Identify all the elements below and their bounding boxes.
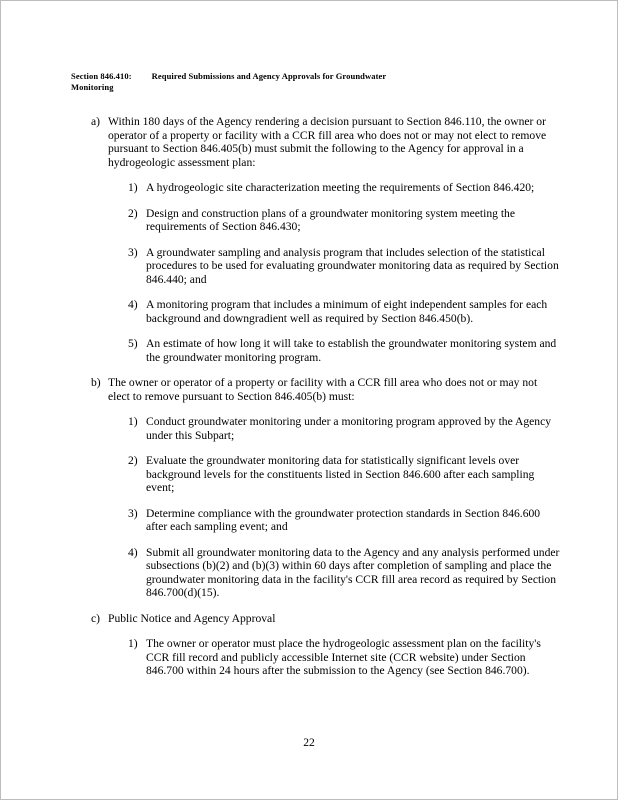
list-item-c1-label: 1) [128,637,138,650]
list-item-a2-text: Design and construction plans of a groundwater monitoring system meeting the requirements of Section 846.430; [146,206,515,233]
list-item-b4 [128,546,561,600]
list-item-a [71,115,561,169]
list-item-a3-label: 3) [128,245,138,259]
list-item-a3 [128,246,561,287]
list-item-a4 [128,298,561,325]
list-item-b-text: The owner or operator of a property or facility with a CCR fill area who does not or may not elect to remove pursuant to Section 846.405(b) must: [108,376,538,403]
list-item-b3-label: 3) [128,506,138,520]
list-item-b1-label: 1) [128,415,138,428]
list-item-a5-label: 5) [128,337,138,350]
page-number: 22 [303,736,315,749]
list-item-b1-text: Conduct groundwater monitoring under a monitoring program approved by the Agency under this Subpart; [146,415,552,442]
list-item-b3 [128,507,561,534]
outline-list [71,115,561,678]
list-item-a-text: Within 180 days of the Agency rendering a decision pursuant to Section 846.110, the owner or operator of a property or facility with a CCR fill area who does not or may not elect to remove pursuant to Section 846.405(b) must submit the following to the Agency for approval in a hydrogeologic assessment plan: [108,115,547,169]
document-body [71,71,561,690]
list-item-b-label: b) [91,376,101,389]
list-item-b2-text: Evaluate the groundwater monitoring data for statistically significant levels over background levels for the constituents listed in Section 846.600 after each sampling event; [146,454,535,494]
list-item-a1-label: 1) [128,181,138,194]
list-item-a4-label: 4) [128,298,138,311]
section-number: Section 846.410: [71,71,132,81]
list-item-b4-text: Submit all groundwater monitoring data to the Agency and any analysis performed under subsections (b)(2) and (b)(3) within 60 days after completion of sampling and place the groundwater monitoring data in the facility's CCR fill area record as required by Section 846.700(d)(15). [146,545,560,599]
section-title: Required Submissions and Agency Approvals for Groundwater Monitoring [71,71,387,92]
list-item-a2 [128,207,561,234]
list-item-c-text: Public Notice and Agency Approval [108,611,276,625]
list-item-b2 [128,454,561,495]
list-item-a1-text: A hydrogeologic site characterization meeting the requirements of Section 846.420; [146,181,535,194]
list-item-b2-label: 2) [128,454,138,467]
list-item-b4-label: 4) [128,545,138,559]
list-item-c-label: c) [91,611,101,625]
list-item-a-label: a) [91,115,101,128]
list-item-a2-label: 2) [128,206,138,220]
list-item-b3-text: Determine compliance with the groundwater protection standards in Section 846.600 after each sampling event; and [146,506,541,533]
list-item-a3-text: A groundwater sampling and analysis program that includes selection of the statistical procedures to be used for evaluating groundwater monitoring data as required by Section 846.440; and [146,245,559,286]
section-heading [71,71,403,93]
list-item-a5 [128,337,561,364]
list-item-a1 [128,181,561,195]
list-item-b [71,376,561,403]
list-item-a5-text: An estimate of how long it will take to establish the groundwater monitoring system and the groundwater monitoring program. [146,337,557,364]
list-item-c [71,612,561,626]
list-item-c1 [128,637,561,678]
list-item-b1 [128,415,561,442]
list-item-a4-text: A monitoring program that includes a minimum of eight independent samples for each background and downgradient well as required by Section 846.450(b). [146,298,548,325]
list-item-c1-text: The owner or operator must place the hydrogeologic assessment plan on the facility's CCR fill record and publicly accessible Internet site (CCR website) under Section 846.700 within 24 hours after the submission to the Agency (see Section 846.700). [146,637,541,677]
